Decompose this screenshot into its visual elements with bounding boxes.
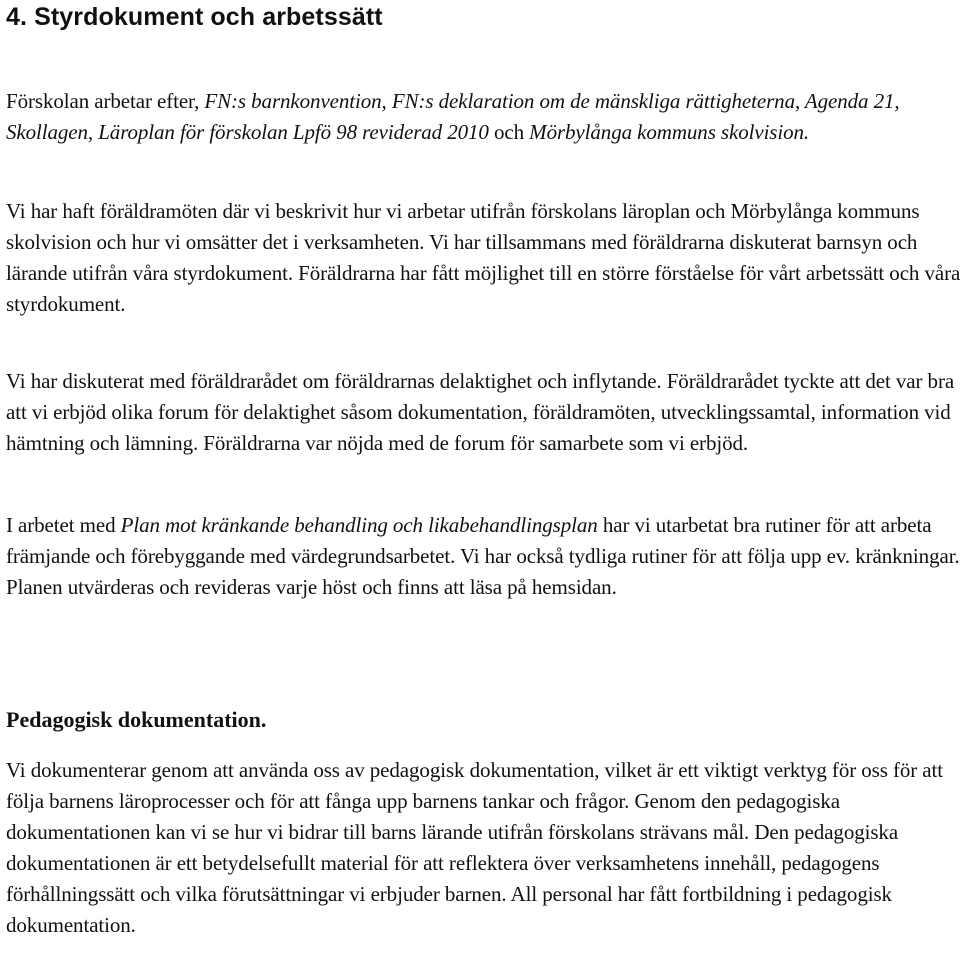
italic-document-name: Mörbylånga kommuns skolvision. bbox=[529, 120, 810, 144]
paragraph-pedagogical-documentation: Vi dokumenterar genom att använda oss av pedagogisk dokumentation, vilket är ett viktigt verktyg för oss för att följa barnens läroprocesser och för att fånga upp barnens tankar och frågor. Genom den pedagogiska dokumentationen kan vi se hur vi bidrar till barns lärande utifrån förskolans strävans mål. Den pedagogiska dokumentationen är ett betydelsefullt material för att reflektera över verksamhetens innehåll, pedagogens förhållningssätt och vilka förutsättningar vi erbjuder barnen. All personal har fått fortbildning i pedagogisk dokumentation. bbox=[6, 758, 943, 937]
paragraph-text: har vi utarbetat bra rutiner för att arbeta främjande och förebyggande med värdegrundsarbetet. Vi har också tydliga rutiner för att följa upp ev. kränkningar. Planen utvärderas och revideras varje höst och finns att läsa på hemsidan. bbox=[6, 513, 960, 599]
paragraph-equality-plan bbox=[6, 510, 960, 603]
section-heading: 4. Styrdokument och arbetssätt bbox=[6, 3, 383, 31]
paragraph-text: och bbox=[488, 120, 530, 144]
paragraph-text: Förskolan arbetar efter, bbox=[6, 89, 205, 113]
subheading: Pedagogisk dokumentation. bbox=[6, 707, 267, 732]
italic-plan-title: Plan mot kränkande behandling och likabehandlingsplan bbox=[120, 513, 598, 537]
paragraph-parent-meetings: Vi har haft föräldramöten där vi beskrivit hur vi arbetar utifrån förskolans läroplan och Mörbylånga kommuns skolvision och hur vi omsätter det i verksamheten. Vi har tillsammans med föräldrarna diskuterat barnsyn och lärande utifrån våra styrdokument. Föräldrarna har fått möjlighet till en större förståelse för vårt arbetssätt och våra styrdokument. bbox=[6, 199, 960, 316]
paragraph-text: I arbetet med bbox=[6, 513, 121, 537]
italic-document-list: FN:s barnkonvention, FN:s deklaration om de mänskliga rättigheterna, Agenda 21, Skollagen, Läroplan för förskolan Lpfö 98 reviderad 2010 bbox=[6, 89, 900, 144]
paragraph-parent-council: Vi har diskuterat med föräldrarådet om föräldrarnas delaktighet och inflytande. Föräldrarådet tyckte att det var bra att vi erbjöd olika forum för delaktighet såsom dokumentation, föräldramöten, utvecklingssamtal, information vid hämtning och lämning. Föräldrarna var nöjda med de forum för samarbete som vi erbjöd. bbox=[6, 369, 955, 455]
paragraph-governing-documents bbox=[6, 86, 960, 148]
